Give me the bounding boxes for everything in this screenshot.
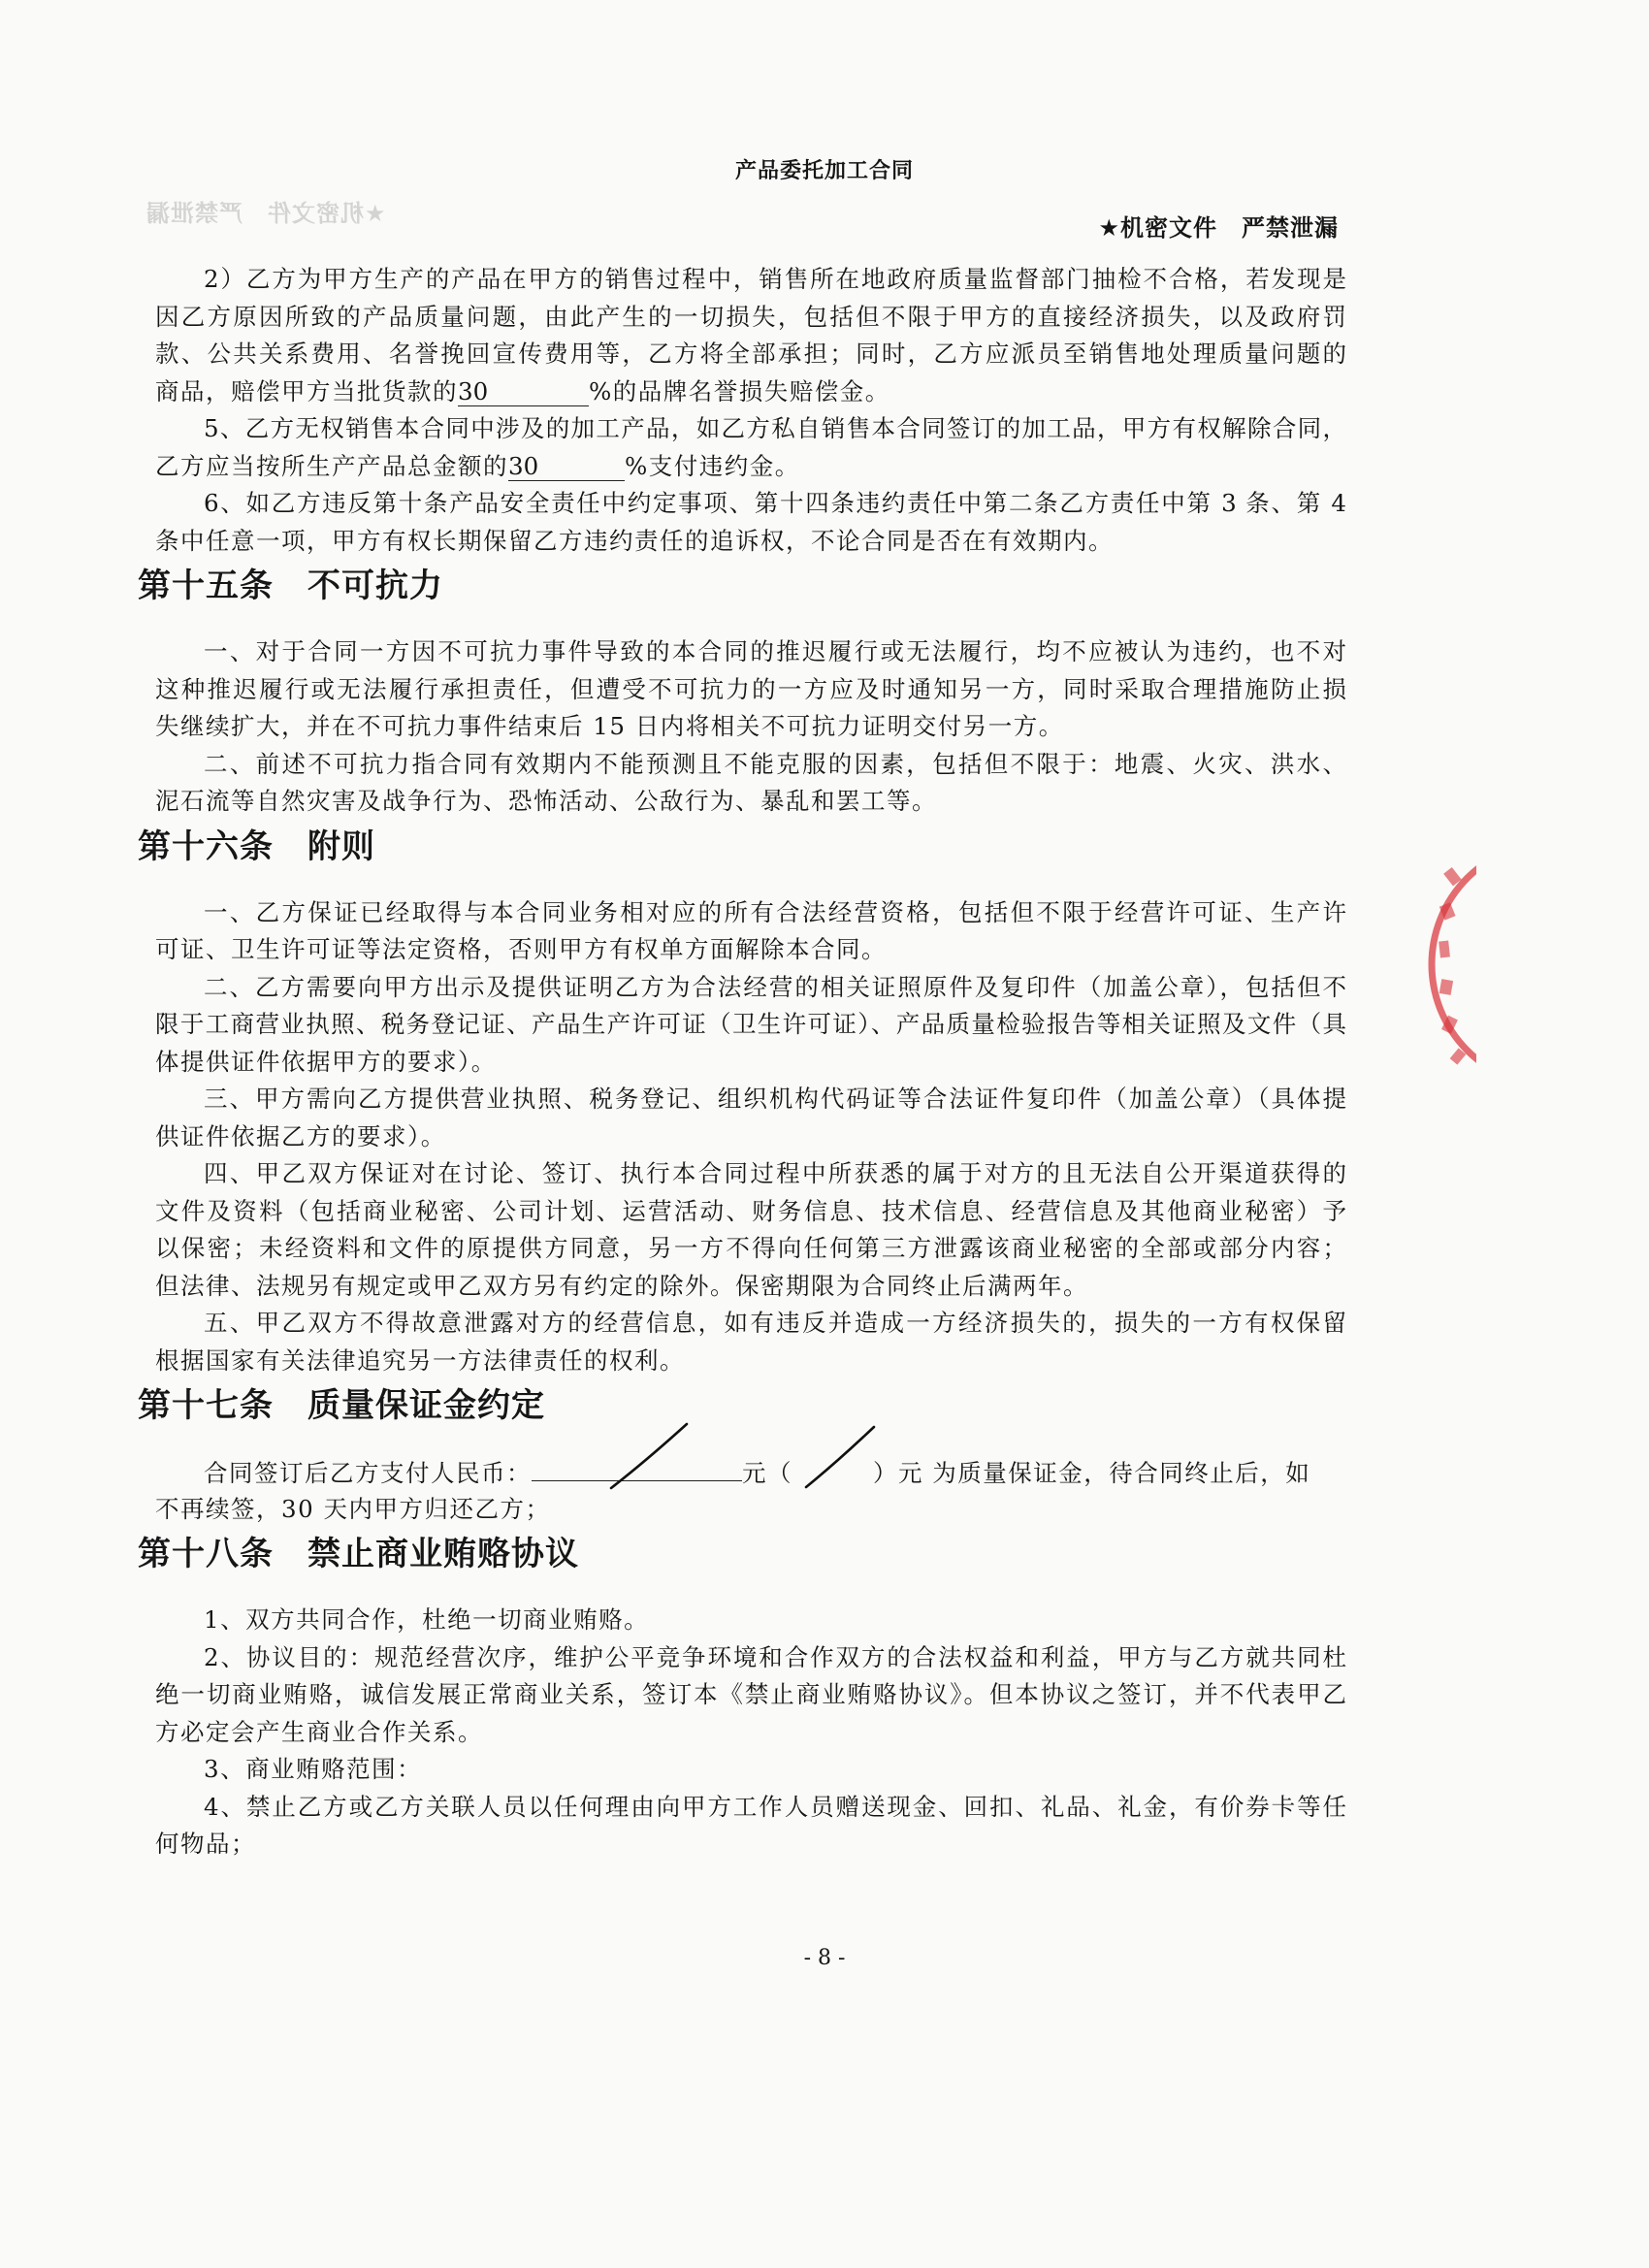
text-line: 限于工商营业执照、税务登记证、产品生产许可证（卫生许可证）、产品质量检验报告等相关证照及文件（具 <box>155 1010 1346 1038</box>
article-heading: 第十五条 不可抗力 <box>138 567 443 605</box>
text-line: 5、乙方无权销售本合同中涉及的加工产品，如乙方私自销售本合同签订的加工品，甲方有权解除合同， <box>204 414 1346 442</box>
paragraph <box>155 1305 1346 1379</box>
paragraph <box>155 1789 1346 1863</box>
text-line: 绝一切商业贿赂，诚信发展正常商业关系，签订本《禁止商业贿赂协议》。但本协议之签订，并不代表甲乙 <box>155 1680 1346 1708</box>
bleed-through-confidential-label: ★机密文件 严禁泄漏 <box>146 200 386 227</box>
text-line: 款、公共关系费用、名誉挽回宣传费用等，乙方将全部承担；同时，乙方应派员至销售地处理质量问题的 <box>155 340 1346 368</box>
paragraph <box>155 1081 1346 1155</box>
text-line: 但法律、法规另有规定或甲乙双方另有约定的除外。保密期限为合同终止后满两年。 <box>155 1271 1088 1300</box>
text-segment: 乙方应当按所生产产品总金额的 <box>155 451 508 480</box>
paragraph <box>155 1602 1346 1639</box>
paragraph <box>155 1639 1346 1752</box>
text-line: 1、双方共同合作，杜绝一切商业贿赂。 <box>204 1605 650 1634</box>
text-line: 以保密；未经资料和文件的原提供方同意，另一方不得向任何第三方泄露该商业秘密的全部或部分内容； <box>155 1234 1346 1262</box>
text-line: 一、乙方保证已经取得与本合同业务相对应的所有合法经营资格，包括但不限于经营许可证、生产许 <box>204 897 1346 926</box>
text-line: 4、禁止乙方或乙方关联人员以任何理由向甲方工作人员赠送现金、回扣、礼品、礼金，有价券卡等任 <box>204 1792 1346 1821</box>
paragraph <box>155 969 1346 1082</box>
text-line: 三、甲方需向乙方提供营业执照、税务登记、组织机构代码证等合法证件复印件（加盖公章）（具体提 <box>204 1085 1346 1113</box>
text-segment: %的品牌名誉损失赔偿金。 <box>589 376 890 405</box>
text-line: 五、甲乙双方不得故意泄露对方的经营信息，如有违反并造成一方经济损失的，损失的一方有权保留 <box>204 1309 1346 1337</box>
fill-in-blank-value: 30 <box>508 453 625 481</box>
handwritten-slash-mark <box>609 1422 689 1490</box>
text-line: 这种推迟履行或无法履行承担责任，但遭受不可抗力的一方应及时通知另一方，同时采取合理措施防止损 <box>155 674 1346 703</box>
article-heading: 第十六条 附则 <box>138 826 375 866</box>
paragraph-item-6 <box>155 485 1346 560</box>
text-line: 根据国家有关法律追究另一方法律责任的权利。 <box>155 1345 685 1375</box>
red-seal-stamp <box>1408 836 1476 1098</box>
text-line: 文件及资料（包括商业秘密、公司计划、运营活动、财务信息、技术信息、经营信息及其他商业秘密）予 <box>155 1196 1346 1225</box>
text-line <box>155 373 1346 411</box>
article-heading: 第十八条 禁止商业贿赂协议 <box>138 1535 579 1573</box>
text-line: 可证、卫生许可证等法定资格，否则甲方有权单方面解除本合同。 <box>155 935 887 963</box>
text-line: 泥石流等自然灾害及战争行为、恐怖活动、公敌行为、暴乱和罢工等。 <box>155 787 937 815</box>
page-number: - 8 - <box>803 1946 846 1970</box>
text-line: 体提供证件依据甲方的要求）。 <box>155 1047 497 1076</box>
paragraph-item-5 <box>155 410 1346 485</box>
text-line: 供证件依据乙方的要求）。 <box>155 1121 446 1150</box>
text-segment: %支付违约金。 <box>625 451 800 480</box>
text-line: 不再续签，30 天内甲方归还乙方； <box>155 1494 551 1523</box>
text-line: 二、乙方需要向甲方出示及提供证明乙方为合法经营的相关证照原件及复印件（加盖公章），包括但不 <box>204 972 1346 1001</box>
text-segment: 商品，赔偿甲方当批货款的 <box>155 376 458 405</box>
contract-body <box>138 261 1346 1863</box>
text-line: 因乙方原因所致的产品质量问题，由此产生的一切损失，包括但不限于甲方的直接经济损失，以及政府罚 <box>155 302 1346 331</box>
text-line <box>155 1453 1346 1491</box>
text-line: 一、对于合同一方因不可抗力事件导致的本合同的推迟履行或无法履行，均不应被认为违约，也不对 <box>204 637 1346 665</box>
text-line: 2）乙方为甲方生产的产品在甲方的销售过程中，销售所在地政府质量监督部门抽检不合格，若发现是 <box>204 265 1346 293</box>
text-line: 2、协议目的：规范经营次序，维护公平竞争环境和合作双方的合法权益和利益，甲方与乙方就共同杜 <box>204 1642 1346 1671</box>
handwritten-slash-mark <box>804 1425 877 1489</box>
text-line: 条中任意一项，甲方有权长期保留乙方违约责任的追诉权，不论合同是否在有效期内。 <box>155 526 1114 555</box>
text-segment: ）元 为质量保证金，待合同终止后，如 <box>873 1459 1311 1487</box>
running-header-title: 产品委托加工合同 <box>734 159 914 183</box>
confidential-label: ★机密文件 严禁泄漏 <box>1098 214 1339 242</box>
paragraph-item-2 <box>155 261 1346 410</box>
paragraph <box>155 1751 1346 1789</box>
text-segment: 合同签订后乙方支付人民币： <box>204 1459 532 1487</box>
paragraph <box>155 894 1346 969</box>
text-line: 何物品； <box>155 1830 256 1858</box>
text-segment: 元（ <box>742 1459 792 1487</box>
text-line: 失继续扩大，并在不可抗力事件结束后 15 日内将相关不可抗力证明交付另一方。 <box>155 712 1064 740</box>
fill-in-blank-value: 30 <box>458 378 589 406</box>
text-line: 方必定会产生商业合作关系。 <box>155 1717 483 1746</box>
paragraph <box>155 746 1346 821</box>
amount-blank-struck <box>532 1453 742 1481</box>
text-line: 二、前述不可抗力指合同有效期内不能预测且不能克服的因素，包括但不限于：地震、火灾、洪水、 <box>204 749 1346 778</box>
paragraph <box>155 1155 1346 1305</box>
article-heading: 第十七条 质量保证金约定 <box>138 1386 545 1425</box>
paragraph <box>155 633 1346 746</box>
paragraph <box>155 1453 1346 1528</box>
amount-words-blank-struck <box>792 1454 873 1481</box>
text-line: 四、甲乙双方保证对在讨论、签订、执行本合同过程中所获悉的属于对方的且无法自公开渠道获得的 <box>204 1159 1346 1187</box>
text-line: 3、商业贿赂范围： <box>204 1755 423 1783</box>
text-line <box>155 448 1346 486</box>
text-line: 6、如乙方违反第十条产品安全责任中约定事项、第十四条违约责任中第二条乙方责任中第 3 条、第 4 <box>204 489 1346 517</box>
